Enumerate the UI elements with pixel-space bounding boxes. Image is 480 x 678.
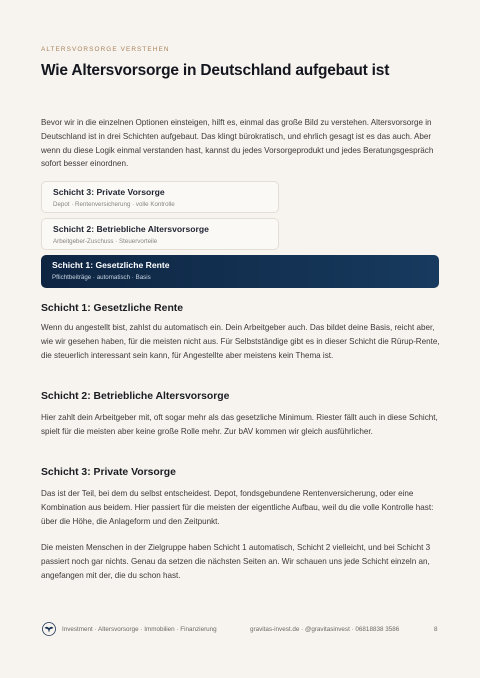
section-heading-3: Schicht 3: Private Vorsorge: [41, 467, 176, 478]
layer-title: Schicht 1: Gesetzliche Rente: [52, 260, 170, 270]
section-eyebrow: ALTERSVORSORGE VERSTEHEN: [41, 46, 170, 53]
footer-services: Investment · Altersvorsorge · Immobilien · Finanzierung: [62, 626, 217, 633]
eagle-logo-icon: [42, 622, 56, 636]
section-heading-1: Schicht 1: Gesetzliche Rente: [41, 303, 184, 314]
layer-subtitle: Arbeitgeber-Zuschuss · Steuervorteile: [53, 238, 158, 245]
layer-card-3: [41, 181, 279, 213]
layer-title: Schicht 3: Private Vorsorge: [53, 187, 165, 197]
intro-paragraph: Bevor wir in die einzelnen Optionen einsteigen, hilft es, einmal das große Bild zu verstehen. Altersvorsorge in Deutschland ist in drei Schichten aufgebaut. Das klingt bürokratisch, und ehrlich gesagt ist es das auch. Aber wenn du diese Logik einmal verstanden hast, kannst du jedes Vorsorgeprodukt und jedes Beratungsgespräch sofort besser einordnen.: [41, 118, 434, 169]
layer-card-1: [41, 255, 439, 288]
layer-subtitle: Pflichtbeiträge · automatisch · Basis: [52, 274, 151, 281]
layer-card-2: [41, 218, 279, 250]
page-title: Wie Altersvorsorge in Deutschland aufgebaut ist: [41, 62, 390, 79]
section-body-3: Das ist der Teil, bei dem du selbst entscheidest. Depot, fondsgebundene Rentenversicherung, oder eine Kombination aus beidem. Hier passiert für die meisten der eigentliche Aufbau, weil du die volle Kontrolle hast: über die Höhe, die Anlageform und den Zeitpunkt.: [41, 489, 434, 526]
section-heading-2: Schicht 2: Betriebliche Altersvorsorge: [41, 391, 230, 402]
section-body-2: Hier zahlt dein Arbeitgeber mit, oft sogar mehr als das gesetzliche Minimum. Riester fällt auch in diese Schicht, spielt für die meisten aber keine große Rolle mehr. Zur bAV kommen wir gleich ausführlicher.: [41, 413, 438, 436]
layer-subtitle: Depot · Rentenversicherung · volle Kontrolle: [53, 201, 175, 208]
page-number: 8: [434, 626, 438, 633]
layer-title: Schicht 2: Betriebliche Altersvorsorge: [53, 224, 209, 234]
closing-paragraph: Die meisten Menschen in der Zielgruppe haben Schicht 1 automatisch, Schicht 2 vielleicht, und bei Schicht 3 passiert noch gar nichts. Genau da setzen die nächsten Seiten an. Wir schauen uns jede Schicht einzeln an, angefangen mit der, die du schon hast.: [41, 543, 431, 580]
footer-contact: gravitas-invest.de · @gravitasinvest · 06818838 3586: [250, 626, 400, 633]
section-body-1: Wenn du angestellt bist, zahlst du automatisch ein. Dein Arbeitgeber auch. Das bildet deine Basis, reicht aber, wie wir gesehen haben, für die meisten nicht aus. Für Selbstständige gibt es in dieser Schicht die Rürup-Rente, die steuerlich interessant sein kann, für Angestellte aber meistens kein Thema ist.: [41, 323, 440, 360]
